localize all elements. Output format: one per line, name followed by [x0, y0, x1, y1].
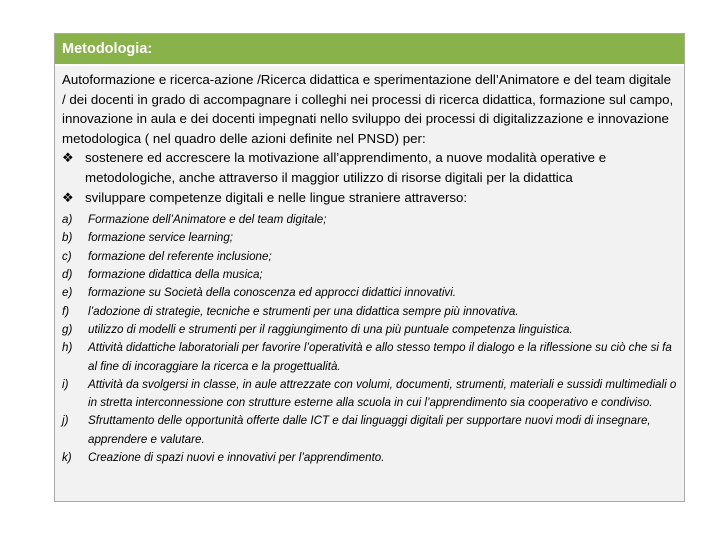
list-text: Sfruttamento delle opportunità offerte dalle ICT e dai linguaggi digitali per supportare nuovi modi di insegnare, apprendere e valutare. — [88, 414, 651, 446]
list-item — [62, 284, 678, 302]
list-letter: c) — [62, 249, 72, 263]
list-text: formazione su Società della conoscenza ed approcci didattici innovativi. — [88, 286, 456, 300]
list-item — [62, 266, 678, 284]
diamond-bullet-icon: ❖ — [62, 150, 74, 166]
list-text: utilizzo di modelli e strumenti per il raggiungimento di una più puntuale competenza linguistica. — [88, 322, 573, 336]
list-letter: h) — [62, 341, 73, 355]
list-letter: b) — [62, 231, 73, 245]
list-item — [62, 339, 678, 376]
list-letter: e) — [62, 286, 73, 300]
methodology-content — [55, 66, 684, 467]
list-item — [62, 229, 678, 247]
bullet-list — [62, 148, 678, 207]
list-letter: f) — [62, 304, 70, 318]
list-text: formazione del referente inclusione; — [88, 249, 272, 263]
bullet-item — [62, 188, 678, 208]
list-letter: d) — [62, 268, 73, 282]
list-item — [62, 248, 678, 266]
list-item — [62, 211, 678, 229]
list-text: Creazione di spazi nuovi e innovativi per l’apprendimento. — [88, 451, 385, 465]
list-text: Formazione dell’Animatore e del team digitale; — [88, 213, 327, 227]
methodology-box — [54, 33, 685, 502]
bullet-item — [62, 148, 678, 187]
list-letter: k) — [62, 451, 72, 465]
list-letter: i) — [62, 377, 69, 391]
list-text: formazione service learning; — [88, 231, 233, 245]
list-item — [62, 449, 678, 467]
bullet-text: sostenere ed accrescere la motivazione all’apprendimento, a nuove modalità operative e metodologiche, anche attraverso il maggior utilizzo di risorse digitali per la didattica — [85, 150, 607, 185]
list-item — [62, 303, 678, 321]
list-item — [62, 376, 678, 413]
list-text: Attività didattiche laboratoriali per favorire l’operatività e allo stesso tempo il dialogo e la riflessione su ciò che si fa al fine di incoraggiare la ricerca e la progettualità. — [88, 341, 672, 373]
diamond-bullet-icon: ❖ — [62, 189, 74, 205]
section-title: Metodologia: — [55, 34, 684, 66]
list-letter: a) — [62, 213, 73, 227]
list-item — [62, 321, 678, 339]
list-letter: j) — [62, 414, 69, 428]
list-text: formazione didattica della musica; — [88, 268, 263, 282]
list-text: l’adozione di strategie, tecniche e strumenti per una didattica sempre più innovativa. — [88, 304, 519, 318]
list-text: Attività da svolgersi in classe, in aule attrezzate con volumi, documenti, strumenti, materiali e sussidi multimediali o in stretta interconnessione con strutture esterne alla scuola in cui l’apprendimento sia cooperativo e condiviso. — [88, 377, 677, 410]
bullet-text: sviluppare competenze digitali e nelle lingue straniere attraverso: — [85, 189, 468, 205]
list-item — [62, 412, 678, 449]
intro-paragraph: Autoformazione e ricerca-azione /Ricerca didattica e sperimentazione dell’Animatore e del team digitale / dei docenti in grado di accompagnare i colleghi nei processi di ricerca didattica, formazione sul campo, innovazione in aula e dei docenti impegnati nello sviluppo dei processi di digitalizzazione e innovazione metodologica ( nel quadro delle azioni definite nel PNSD) per: — [62, 72, 674, 146]
list-letter: g) — [62, 322, 73, 336]
lettered-list — [62, 211, 678, 467]
